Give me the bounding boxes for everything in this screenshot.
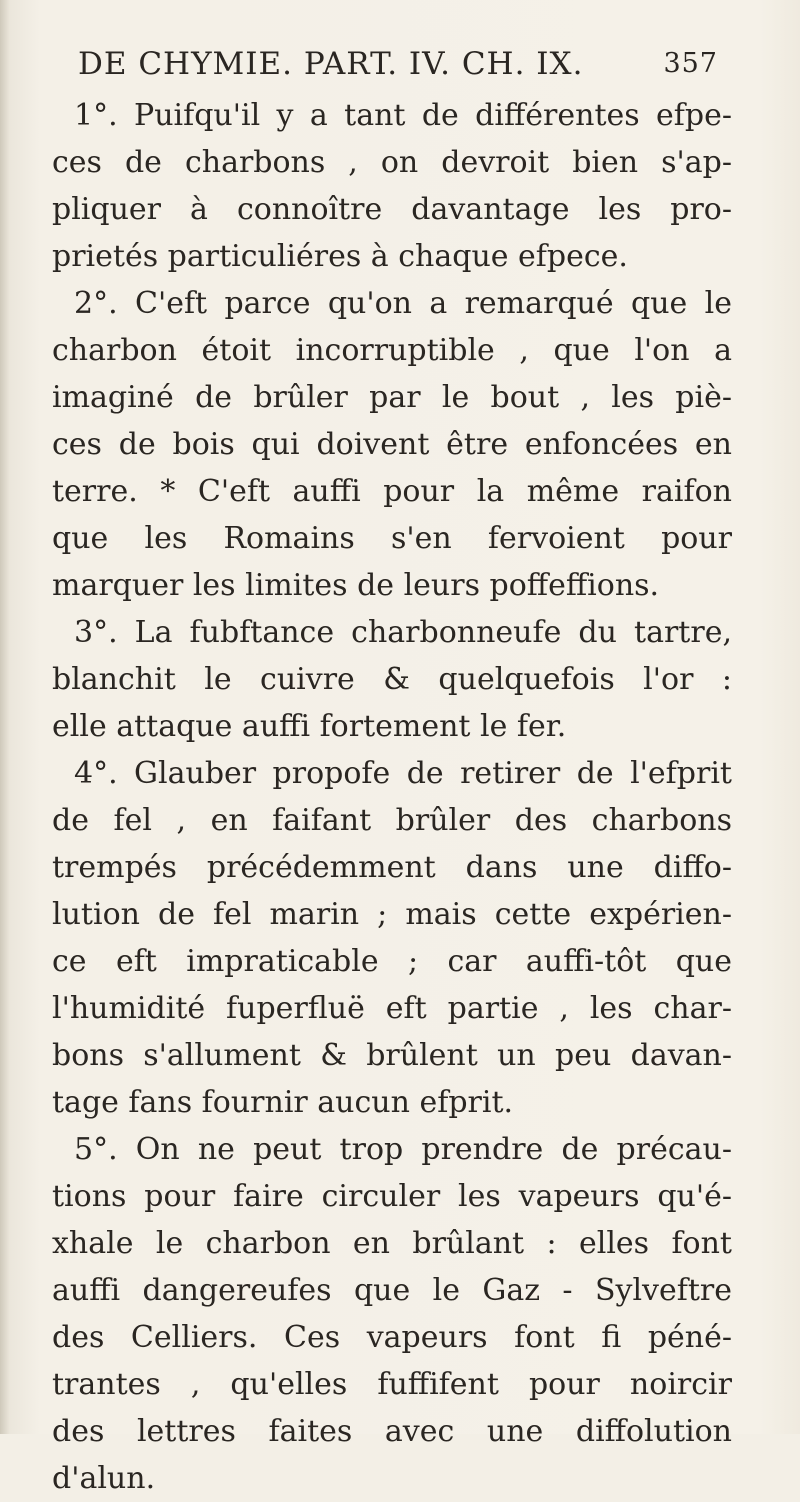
text-line: terre. * C'eft auffi pour la même raifon [52,474,732,509]
text-line: d'alun. [52,1461,156,1496]
running-header [78,46,718,86]
text-line: elle attaque auffi fortement le fer. [52,709,567,744]
text-line: trempés précédemment dans une diffo- [52,850,732,885]
text-line: 1°. Puifqu'il y a tant de différentes efpe- [74,98,732,133]
text-line: l'humidité fuperfluë eft partie , les char- [52,991,732,1026]
text-line: des Celliers. Ces vapeurs font fi péné- [52,1320,732,1355]
text-line: ce eft impraticable ; car auffi-tôt que [52,944,732,979]
text-line: xhale le charbon en brûlant : elles font [52,1226,732,1261]
text-line: charbon étoit incorruptible , que l'on a [52,333,732,368]
text-line: tions pour faire circuler les vapeurs qu'é- [52,1179,732,1214]
text-line: imaginé de brûler par le bout , les piè- [52,380,732,415]
text-line: que les Romains s'en fervoient pour [52,521,732,556]
text-line: pliquer à connoître davantage les pro- [52,192,732,227]
text-line: ces de bois qui doivent être enfoncées en [52,427,732,462]
text-line: lution de fel marin ; mais cette expérien- [52,897,732,932]
text-line: auffi dangereufes que le Gaz - Sylveftre [52,1273,732,1308]
text-line: 2°. C'eft parce qu'on a remarqué que le [74,286,732,321]
text-line: marquer les limites de leurs poffeffions. [52,568,660,603]
text-line: prietés particuliéres à chaque efpece. [52,239,628,274]
body-text [52,92,732,1502]
text-line: 3°. La fubftance charbonneufe du tartre, [74,615,732,650]
text-line: ces de charbons , on devroit bien s'ap- [52,145,732,180]
text-line: de fel , en faifant brûler des charbons [52,803,732,838]
page-number: 357 [663,48,718,79]
text-line: tage fans fournir aucun efprit. [52,1085,514,1120]
text-line: trantes , qu'elles fuffifent pour noircir [52,1367,732,1402]
page-gutter [0,0,10,1434]
text-line: blanchit le cuivre & quelquefois l'or : [52,662,732,697]
text-line: des lettres faites avec une diffolution [52,1414,732,1449]
text-line: 5°. On ne peut trop prendre de précau- [74,1132,732,1167]
text-line: bons s'allument & brûlent un peu davan- [52,1038,732,1073]
running-title: DE CHYMIE. PART. IV. CH. IX. [78,46,584,82]
text-line: 4°. Glauber propofe de retirer de l'efprit [74,756,732,791]
